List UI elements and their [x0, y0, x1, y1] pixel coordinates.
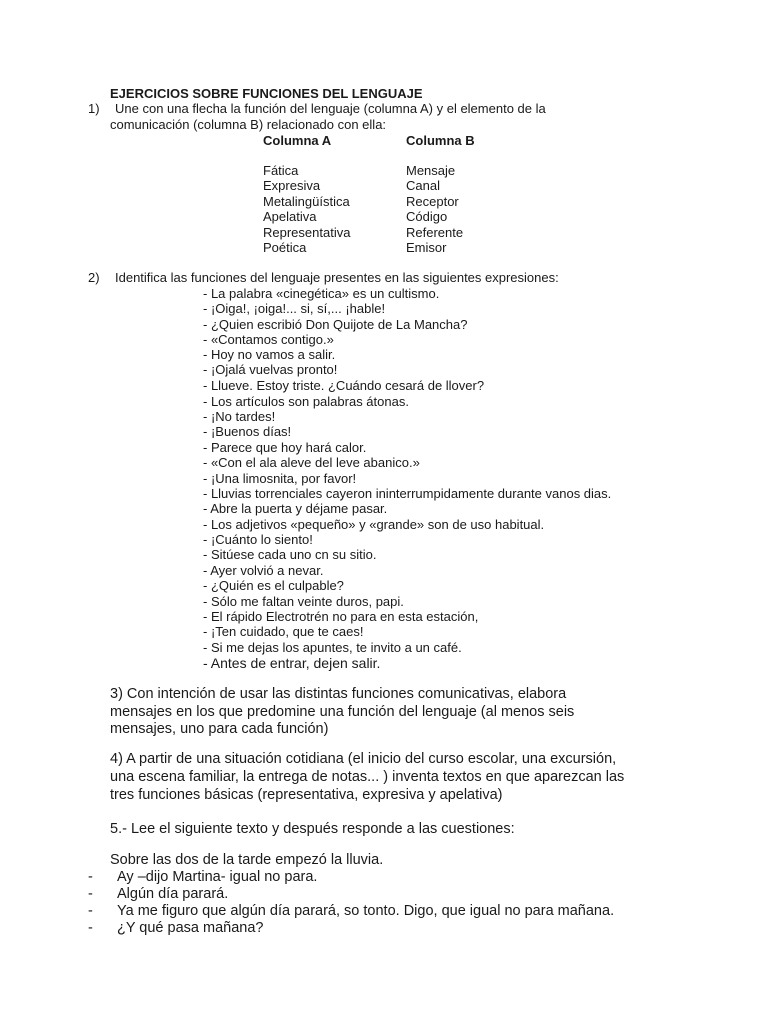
ex3-line2: mensajes en los que predomine una función del lenguaje (al menos seis — [110, 704, 575, 720]
list-item: - Sitúese cada uno cn su sitio. — [203, 547, 377, 562]
ex1-text-line2: comunicación (columna B) relacionado con ella: — [110, 117, 387, 132]
dialog-dash: - — [88, 886, 93, 902]
column-a-header: Columna A — [263, 133, 332, 148]
ex2-intro: Identifica las funciones del lenguaje presentes en las siguientes expresiones: — [115, 270, 559, 285]
list-item: - «Con el ala aleve del leve abanico.» — [203, 455, 420, 470]
list-item: - Parece que hoy hará calor. — [203, 440, 367, 455]
list-item: - «Contamos contigo.» — [203, 332, 334, 347]
list-item: - Los adjetivos «pequeño» y «grande» son de uso habitual. — [203, 517, 545, 532]
list-item: - ¡Ojalá vuelvas pronto! — [203, 362, 338, 377]
column-b-cell: Mensaje — [406, 163, 456, 178]
list-item: - ¡Ten cuidado, que te caes! — [203, 624, 364, 639]
list-item: - Llueve. Estoy triste. ¿Cuándo cesará de llover? — [203, 378, 485, 393]
dialog-dash: - — [88, 903, 93, 919]
list-item: - Hoy no vamos a salir. — [203, 347, 336, 362]
column-a-cell: Expresiva — [263, 178, 321, 193]
column-b-cell: Código — [406, 209, 448, 224]
column-b-header: Columna B — [406, 133, 475, 148]
ex1-number: 1) — [88, 101, 100, 116]
ex2-number: 2) — [88, 270, 100, 285]
column-b-cell: Receptor — [406, 194, 459, 209]
column-b-cell: Canal — [406, 178, 440, 193]
list-item: - Abre la puerta y déjame pasar. — [203, 501, 388, 516]
dialog-text: ¿Y qué pasa mañana? — [117, 920, 264, 936]
dialog-dash: - — [88, 869, 93, 885]
column-a-cell: Metalingüística — [263, 194, 350, 209]
column-a-cell: Fática — [263, 163, 299, 178]
list-item: - La palabra «cinegética» es un cultismo. — [203, 286, 440, 301]
dialog-text: Ay –dijo Martina- igual no para. — [117, 869, 318, 885]
dialog-text: Algún día parará. — [117, 886, 229, 902]
list-item: - ¡Una limosnita, por favor! — [203, 471, 357, 486]
list-item: - Si me dejas los apuntes, te invito a un café. — [203, 640, 462, 655]
ex3-line1: 3) Con intención de usar las distintas funciones comunicativas, elabora — [110, 686, 567, 702]
list-item: - Ayer volvió a nevar. — [203, 563, 324, 578]
ex4-line2: una escena familiar, la entrega de notas... ) inventa textos en que aparezcan las — [110, 769, 625, 785]
ex1-text-line1: Une con una flecha la función del lenguaje (columna A) y el elemento de la — [115, 101, 546, 116]
list-item: - ¡Oiga!, ¡oiga!... si, sí,... ¡hable! — [203, 301, 386, 316]
column-b-cell: Referente — [406, 225, 464, 240]
list-item: - ¿Quien escribió Don Quijote de La Mancha? — [203, 317, 468, 332]
ex4-line3: tres funciones básicas (representativa, expresiva y apelativa) — [110, 787, 503, 803]
ex5-intro: Sobre las dos de la tarde empezó la lluvia. — [110, 852, 384, 868]
list-item: - Los artículos son palabras átonas. — [203, 394, 409, 409]
dialog-text: Ya me figuro que algún día parará, so tonto. Digo, que igual no para mañana. — [117, 903, 615, 919]
list-item: - ¡Buenos días! — [203, 424, 292, 439]
list-item: - ¿Quién es el culpable? — [203, 578, 344, 593]
list-item: - El rápido Electrotrén no para en esta estación, — [203, 609, 479, 624]
column-a-cell: Representativa — [263, 225, 351, 240]
list-item: - Lluvias torrenciales cayeron ininterrumpidamente durante vanos dias. — [203, 486, 612, 501]
column-b-cell: Emisor — [406, 240, 447, 255]
ex4-line1: 4) A partir de una situación cotidiana (el inicio del curso escolar, una excursión, — [110, 751, 617, 767]
column-a-cell: Poética — [263, 240, 307, 255]
page-title: EJERCICIOS SOBRE FUNCIONES DEL LENGUAJE — [110, 86, 423, 101]
ex5-heading: 5.- Lee el siguiente texto y después responde a las cuestiones: — [110, 821, 515, 837]
dialog-dash: - — [88, 920, 93, 936]
list-item: - Antes de entrar, dejen salir. — [203, 655, 381, 671]
list-item: - ¡Cuánto lo siento! — [203, 532, 313, 547]
column-a-cell: Apelativa — [263, 209, 317, 224]
list-item: - ¡No tardes! — [203, 409, 276, 424]
list-item: - Sólo me faltan veinte duros, papi. — [203, 594, 404, 609]
ex3-line3: mensajes, uno para cada función) — [110, 721, 329, 737]
